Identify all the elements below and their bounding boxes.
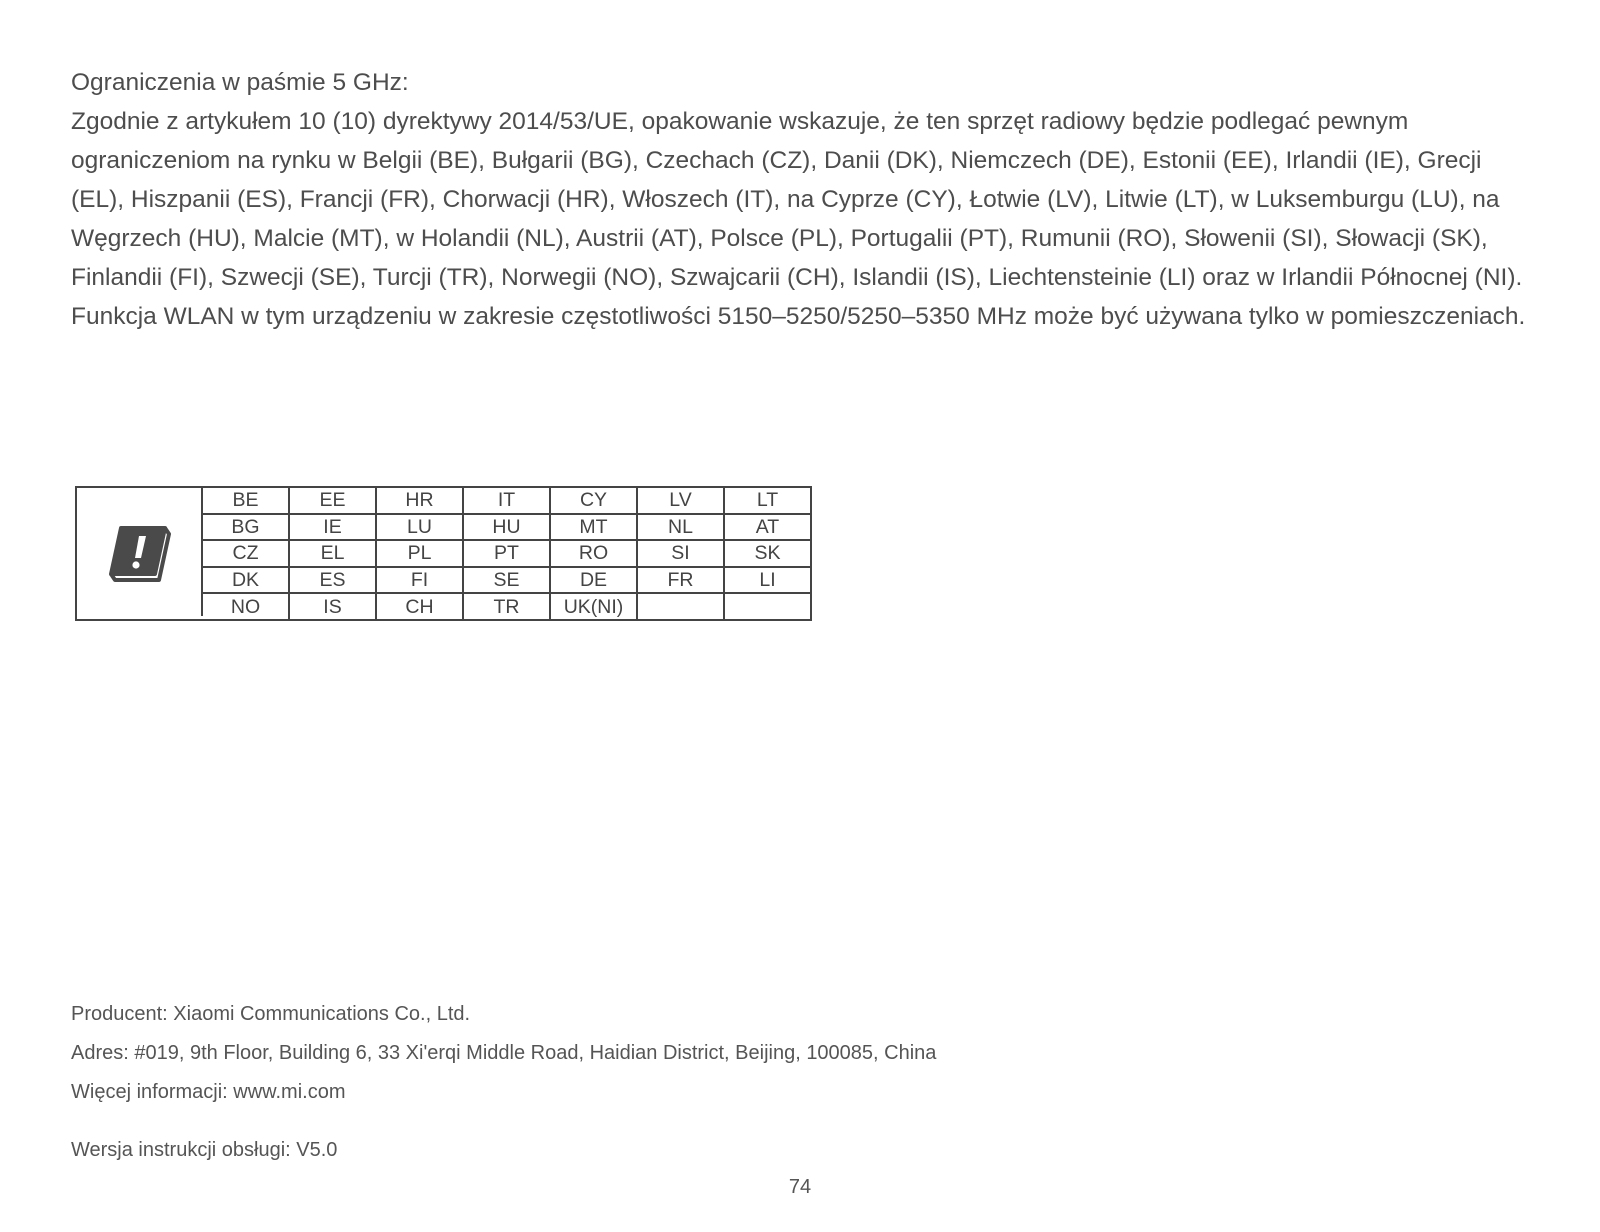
country-code-cell: EE [289, 488, 376, 514]
country-code-cell: SK [724, 540, 810, 567]
country-code-cell: MT [550, 514, 637, 541]
table-row [203, 514, 810, 541]
country-code-cell: PT [463, 540, 550, 567]
country-code-cell: BG [203, 514, 289, 541]
country-code-cell: BE [232, 489, 259, 512]
country-restriction-table [75, 486, 812, 621]
paragraph-wlan-indoor: Funkcja WLAN w tym urządzeniu w zakresie częstotliwości 5150–5250/5250–5350 MHz może być używana tylko w pomieszczeniach. [71, 303, 1526, 330]
main-text [71, 63, 1541, 336]
country-code-cell: EL [289, 540, 376, 567]
country-code-cell: AT [724, 514, 810, 541]
country-code-cell: LV [637, 488, 724, 514]
country-code-cell [637, 593, 724, 619]
more-info: Więcej informacji: www.mi.com [71, 1081, 346, 1103]
country-code-cell: SE [463, 567, 550, 594]
country-codes [203, 488, 810, 619]
table-row [203, 567, 810, 594]
country-code-cell: IT [463, 488, 550, 514]
address: Adres: #019, 9th Floor, Building 6, 33 Xi'erqi Middle Road, Haidian District, Beijing, 100085, China [71, 1042, 937, 1064]
country-code-cell: LT [724, 488, 810, 514]
country-code-cell: SI [637, 540, 724, 567]
country-code-cell [724, 593, 810, 619]
page-number: 74 [788, 1176, 812, 1198]
country-code-cell: DK [203, 567, 289, 594]
icon-cell [77, 488, 203, 616]
table-row [203, 540, 810, 567]
country-code-cell: LI [724, 567, 810, 594]
country-code-cell: DE [550, 567, 637, 594]
country-code-cell: CY [550, 488, 637, 514]
country-code-cell: HR [376, 488, 463, 514]
country-code-cell: RO [550, 540, 637, 567]
country-code-cell: CZ [203, 540, 289, 567]
country-code-cell: CH [376, 593, 463, 619]
country-code-cell: TR [463, 593, 550, 619]
table-row [203, 593, 810, 619]
country-code-cell: HU [463, 514, 550, 541]
manufacturer: Producent: Xiaomi Communications Co., Ltd. [71, 1003, 471, 1025]
country-code-cell: NL [637, 514, 724, 541]
country-code-cell: LU [376, 514, 463, 541]
manual-version: Wersja instrukcji obsługi: V5.0 [71, 1139, 338, 1161]
heading: Ograniczenia w paśmie 5 GHz: [71, 69, 409, 96]
country-code-cell: PL [376, 540, 463, 567]
table-row [203, 488, 810, 514]
country-code-cell: FI [376, 567, 463, 594]
country-code-cell: ES [289, 567, 376, 594]
country-code-cell: UK(NI) [550, 593, 637, 619]
country-code-cell: IS [289, 593, 376, 619]
country-code-cell: NO [203, 593, 289, 619]
paragraph-restrictions: Zgodnie z artykułem 10 (10) dyrektywy 2014/53/UE, opakowanie wskazuje, że ten sprzęt radiowy będzie podlegać pewnym ograniczeniom na rynku w Belgii (BE), Bułgarii (BG), Czechach (CZ), Danii (DK), Niemczech (DE), Estonii (EE), Irlandii (IE), Grecji (EL), Hiszpanii (ES), Francji (FR), Chorwacji (HR), Włoszech (IT), na Cyprze (CY), Łotwie (LV), Litwie (LT), w Luksemburgu (LU), na Węgrzech (HU), Malcie (MT), w Holandii (NL), Austrii (AT), Polsce (PL), Portugalii (PT), Rumunii (RO), Słowenii (SI), Słowacji (SK), Finlandii (FI), Szwecji (SE), Turcji (TR), Norwegii (NO), Szwajcarii (CH), Islandii (IS), Liechtensteinie (LI) oraz w Irlandii Północnej (NI). [71, 108, 1523, 291]
warning-book-icon [103, 520, 175, 584]
country-code-cell: IE [289, 514, 376, 541]
country-code-cell: FR [637, 567, 724, 594]
